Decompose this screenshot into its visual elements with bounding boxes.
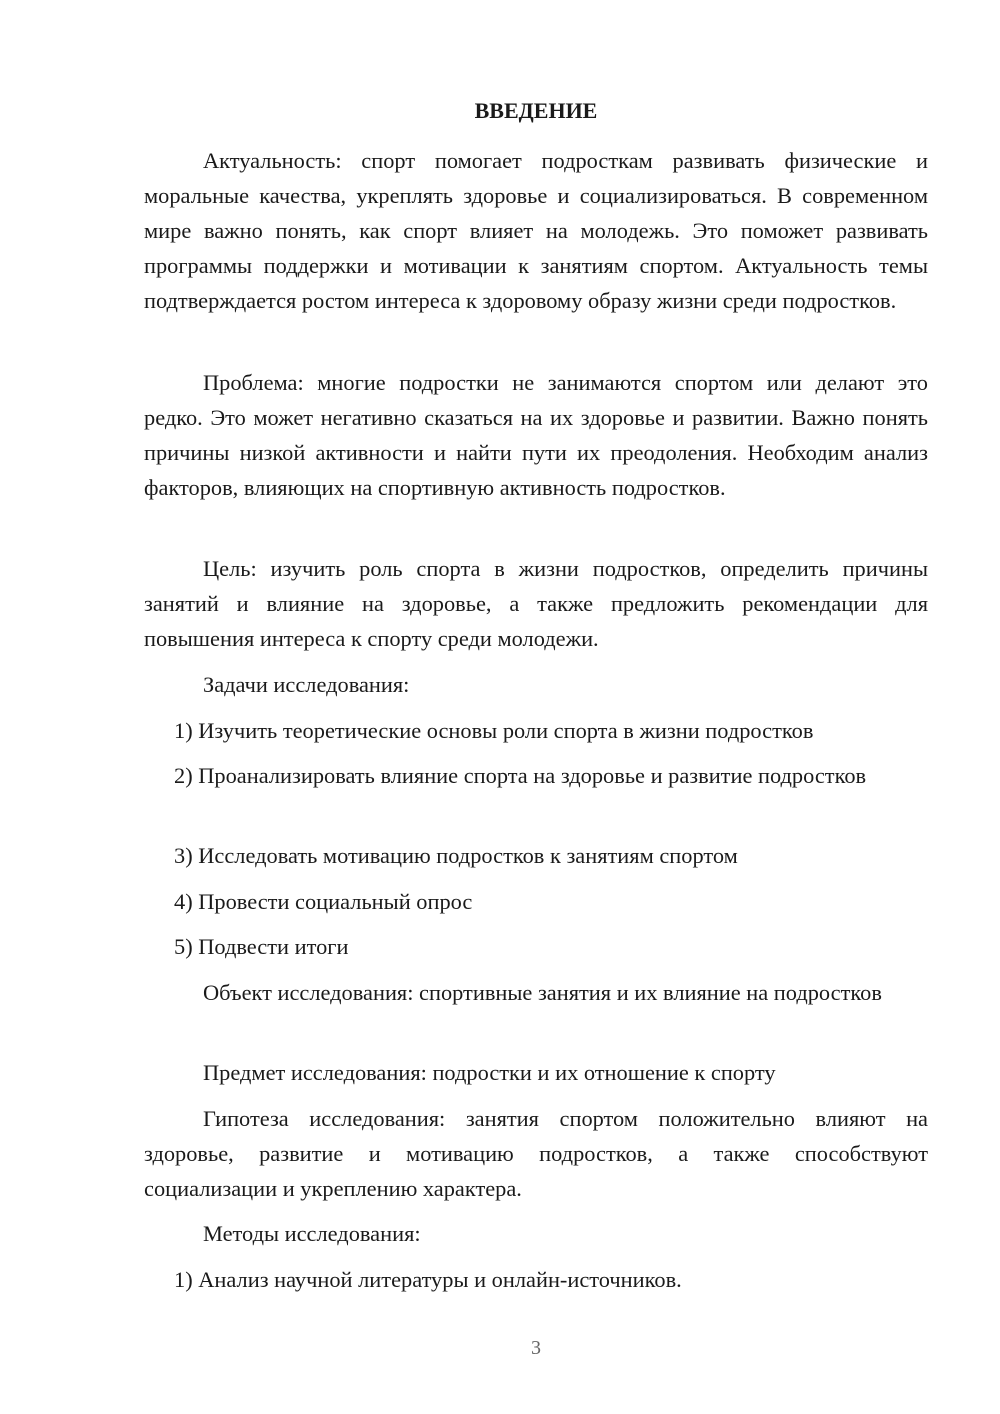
- task-item-3: 3) Исследовать мотивацию подростков к занятиям спортом: [174, 843, 738, 868]
- task-item-1: 1) Изучить теоретические основы роли спорта в жизни подростков: [174, 718, 814, 743]
- hypothesis-paragraph: Гипотеза исследования: занятия спортом положительно влияют на здоровье, развитие и мотивацию подростков, а также способствуют социализации и укреплению характера.: [144, 1106, 928, 1201]
- problem-paragraph: Проблема: многие подростки не занимаются спортом или делают это редко. Это может негативно сказаться на их здоровье и развитии. Важно понять причины низкой активности и найти пути их преодоления. Необходим анализ факторов, влияющих на спортивную активность подростков.: [144, 370, 928, 500]
- methods-heading: Методы исследования:: [203, 1221, 421, 1246]
- page-number: 3: [531, 1337, 541, 1359]
- tasks-heading: Задачи исследования:: [203, 672, 410, 697]
- page-title: ВВЕДЕНИЕ: [474, 98, 598, 123]
- relevance-paragraph: Актуальность: спорт помогает подросткам развивать физические и моральные качества, укреплять здоровье и социализироваться. В современном мире важно понять, как спорт влияет на молодежь. Это поможет развивать программы поддержки и мотивации к занятиям спортом. Актуальность темы подтверждается ростом интереса к здоровому образу жизни среди подростков.: [144, 148, 928, 313]
- subject-paragraph: Предмет исследования: подростки и их отношение к спорту: [203, 1060, 776, 1085]
- task-item-4: 4) Провести социальный опрос: [174, 889, 473, 914]
- method-item-1: 1) Анализ научной литературы и онлайн-источников.: [174, 1267, 682, 1292]
- task-item-5: 5) Подвести итоги: [174, 934, 349, 959]
- task-item-2: 2) Проанализировать влияние спорта на здоровье и развитие подростков: [174, 763, 867, 788]
- goal-paragraph: Цель: изучить роль спорта в жизни подростков, определить причины занятий и влияние на здоровье, а также предложить рекомендации для повышения интереса к спорту среди молодежи.: [144, 556, 928, 651]
- object-paragraph: Объект исследования: спортивные занятия и их влияние на подростков: [203, 980, 882, 1005]
